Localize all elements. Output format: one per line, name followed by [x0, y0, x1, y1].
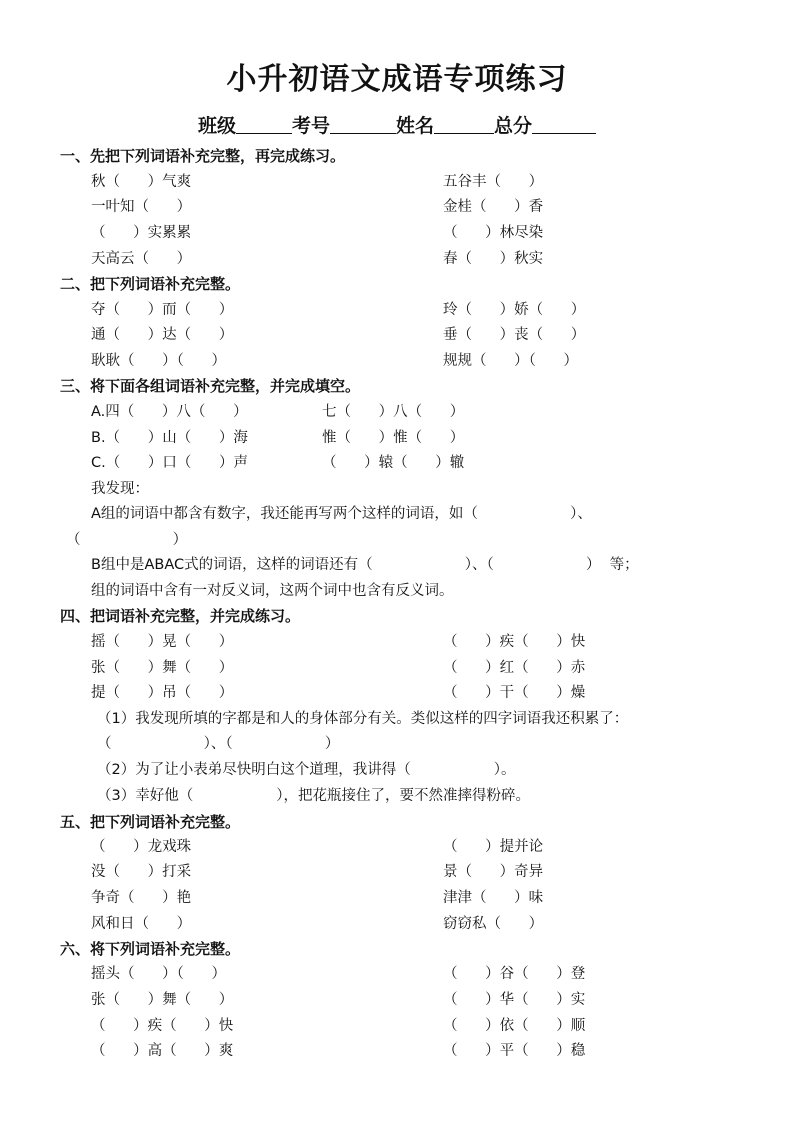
s1-right-item[interactable]: 金桂（ ）香 — [443, 199, 544, 215]
s1-left-item[interactable]: （ ）实累累 — [91, 225, 192, 241]
s6-right-item[interactable]: （ ）平（ ）稳 — [443, 1043, 586, 1059]
s3-group-b-item[interactable]: B.（ ）山（ ）海 — [91, 430, 248, 446]
s3-group-a-item[interactable]: 七（ ）八（ ） — [322, 404, 465, 420]
s4-left-item[interactable]: 摇（ ）晃（ ） — [91, 634, 234, 650]
s6-left-item[interactable]: 张（ ）舞（ ） — [91, 992, 234, 1008]
s5-left-item[interactable]: 风和日（ ） — [91, 916, 192, 932]
student-info-line — [0, 112, 794, 140]
class-blank[interactable] — [236, 113, 292, 134]
section-4-heading: 四、把词语补充完整，并完成练习。 — [60, 607, 301, 625]
s4-left-item[interactable]: 提（ ）吊（ ） — [91, 685, 234, 701]
s3-question-2[interactable]: B组中是ABAC式的词语，这样的词语还有（ ）、（ ） 等； — [91, 557, 639, 573]
s2-right-item[interactable]: 规规（ ）（ ） — [443, 353, 579, 369]
s2-right-item[interactable]: 垂（ ）丧（ ） — [443, 327, 586, 343]
s6-left-item[interactable]: （ ）高（ ）爽 — [91, 1043, 234, 1059]
s5-left-item[interactable]: 争奇（ ）艳 — [91, 890, 192, 906]
s4-left-item[interactable]: 张（ ）舞（ ） — [91, 660, 234, 676]
s3-question-1[interactable]: A组的词语中都含有数字，我还能再写两个这样的词语，如（ ）、 — [91, 506, 592, 522]
section-2-heading: 二、把下列词语补充完整。 — [60, 275, 241, 293]
s1-right-item[interactable]: 春（ ）秋实 — [443, 251, 544, 267]
s2-right-item[interactable]: 玲（ ）娇（ ） — [443, 302, 586, 318]
s3-group-c-item[interactable]: （ ）辕（ ）辙 — [322, 455, 465, 471]
s5-left-item[interactable]: （ ）龙戏珠 — [91, 839, 192, 855]
s6-right-item[interactable]: （ ）谷（ ）登 — [443, 966, 586, 982]
id-blank[interactable] — [330, 113, 396, 134]
s6-right-item[interactable]: （ ）依（ ）顺 — [443, 1018, 586, 1034]
s6-right-item[interactable]: （ ）华（ ）实 — [443, 992, 586, 1008]
s5-right-item[interactable]: 窃窃私（ ） — [443, 916, 544, 932]
s4-question-2[interactable]: （2）为了让小表弟尽快明白这个道理，我讲得（ ）。 — [97, 762, 516, 778]
s4-question-1: （1）我发现所填的字都是和人的身体部分有关。类似这样的四字词语我还积累了： — [97, 711, 629, 727]
s2-left-item[interactable]: 通（ ）达（ ） — [91, 327, 234, 343]
class-label: 班级 — [197, 115, 236, 137]
name-label: 姓名 — [396, 115, 435, 137]
s4-right-item[interactable]: （ ）干（ ）燥 — [443, 685, 586, 701]
s1-left-item[interactable]: 秋（ ）气爽 — [91, 174, 192, 190]
s1-right-item[interactable]: 五谷丰（ ） — [443, 174, 544, 190]
s4-right-item[interactable]: （ ）疾（ ）快 — [443, 634, 586, 650]
s4-question-1-answer[interactable]: （ ）、（ ） — [97, 736, 340, 752]
s6-left-item[interactable]: （ ）疾（ ）快 — [91, 1018, 234, 1034]
s5-left-item[interactable]: 没（ ）打采 — [91, 864, 192, 880]
s5-right-item[interactable]: （ ）提并论 — [443, 839, 544, 855]
score-blank[interactable] — [532, 113, 596, 134]
s1-left-item[interactable]: 天高云（ ） — [91, 251, 192, 267]
s3-group-b-item[interactable]: 惟（ ）惟（ ） — [322, 430, 465, 446]
s3-group-c-item[interactable]: C.（ ）口（ ）声 — [91, 455, 249, 471]
s1-left-item[interactable]: 一叶知（ ） — [91, 199, 192, 215]
s3-question-3: 组的词语中含有一对反义词，这两个词中也含有反义词。 — [91, 583, 454, 599]
section-1-heading: 一、先把下列词语补充完整，再完成练习。 — [60, 147, 346, 165]
s3-group-a-item[interactable]: A.四（ ）八（ ） — [91, 404, 248, 420]
s3-discover-label: 我发现： — [91, 481, 149, 497]
name-blank[interactable] — [434, 113, 494, 134]
id-label: 考号 — [291, 115, 330, 137]
section-3-heading: 三、将下面各组词语补充完整，并完成填空。 — [60, 377, 361, 395]
section-6-heading: 六、将下列词语补充完整。 — [60, 940, 241, 958]
score-label: 总分 — [494, 115, 533, 137]
s4-right-item[interactable]: （ ）红（ ）赤 — [443, 660, 586, 676]
s5-right-item[interactable]: 津津（ ）味 — [443, 890, 544, 906]
s4-question-3[interactable]: （3）幸好他（ ），把花瓶接住了，要不然准摔得粉碎。 — [97, 788, 530, 804]
section-5-heading: 五、把下列词语补充完整。 — [60, 813, 241, 831]
s2-left-item[interactable]: 耿耿（ ）（ ） — [91, 353, 227, 369]
s6-left-item[interactable]: 摇头（ ）（ ） — [91, 966, 227, 982]
s2-left-item[interactable]: 夺（ ）而（ ） — [91, 302, 234, 318]
s1-right-item[interactable]: （ ）林尽染 — [443, 225, 544, 241]
s5-right-item[interactable]: 景（ ）奇异 — [443, 864, 544, 880]
page-title: 小升初语文成语专项练习 — [226, 62, 568, 97]
s3-question-1-cont[interactable]: （ ） — [66, 532, 188, 548]
